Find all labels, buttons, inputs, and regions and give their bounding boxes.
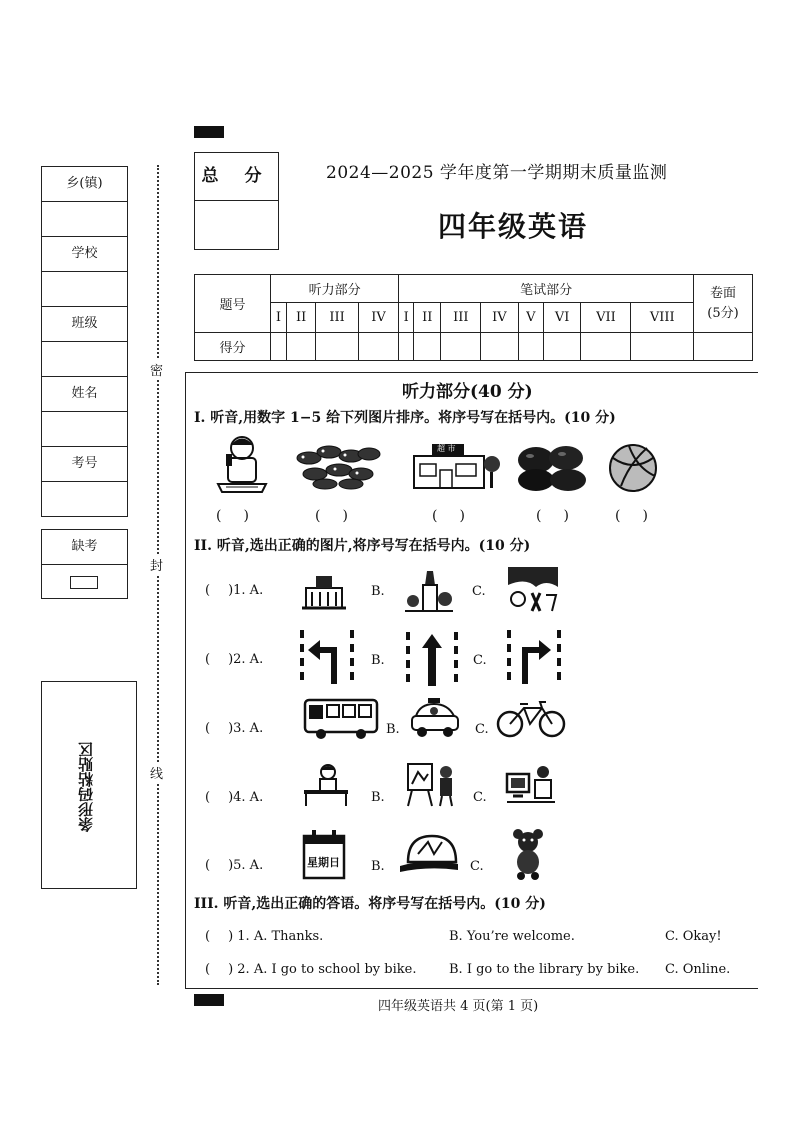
score-cell[interactable] <box>581 333 631 361</box>
field-input-exam-number[interactable] <box>42 482 127 516</box>
seal-dotted-line <box>157 165 159 985</box>
section1-instruction: I. 听音,用数字 1−5 给下列图片排序。将序号写在括号内。(10 分) <box>194 410 616 426</box>
score-table-col-writing-5: V <box>518 303 543 333</box>
score-table-col-listening-3: III <box>316 303 359 333</box>
score-cell[interactable] <box>399 333 414 361</box>
answer-blank-2[interactable]: ( ) <box>315 508 348 524</box>
absent-checkbox[interactable] <box>70 576 98 589</box>
neatness-label: 卷面 <box>709 285 736 301</box>
picture-ball <box>607 442 659 494</box>
picture-bike <box>496 700 566 738</box>
picture-taxi <box>410 696 460 742</box>
answer-blank-3[interactable]: ( ) <box>432 508 465 524</box>
picture-fish-pile <box>295 440 383 492</box>
score-cell[interactable] <box>271 333 287 361</box>
picture-supermarket <box>410 442 502 490</box>
barcode-label: 条形码粘贴区 <box>77 742 95 832</box>
section2-q1: ( )1. A. <box>205 583 264 598</box>
picture-calendar <box>302 828 346 880</box>
score-table-col-writing-3: III <box>441 303 481 333</box>
supermarket-sign: 超 市 <box>437 444 456 453</box>
section2-q3: ( )3. A. <box>205 721 264 736</box>
field-label-name: 姓名 <box>42 377 127 412</box>
score-table-listening-label: 听力部分 <box>271 275 399 303</box>
student-info-box <box>41 166 128 517</box>
picture-boy-phone <box>214 432 270 496</box>
score-table-question-label: 题号 <box>195 275 271 333</box>
section2-q4-b: B. <box>371 790 385 805</box>
score-cell[interactable] <box>286 333 315 361</box>
score-table-col-writing-2: II <box>414 303 441 333</box>
field-input-town[interactable] <box>42 202 127 237</box>
section2-q5-b: B. <box>371 859 385 874</box>
registration-mark-top <box>194 126 224 138</box>
score-cell[interactable] <box>543 333 581 361</box>
score-table-writing-label: 笔试部分 <box>399 275 694 303</box>
seal-char-feng: 封 <box>150 555 163 574</box>
absent-label: 缺考 <box>42 530 127 565</box>
score-cell[interactable] <box>694 333 753 361</box>
score-table <box>194 274 753 361</box>
field-input-school[interactable] <box>42 272 127 307</box>
seal-char-mi: 密 <box>150 360 163 379</box>
absent-checkbox-cell <box>42 565 127 598</box>
picture-library-building <box>300 572 348 614</box>
answer-blank-4[interactable]: ( ) <box>536 508 569 524</box>
section2-q5: ( )5. A. <box>205 858 264 873</box>
picture-potatoes <box>514 444 590 492</box>
picture-bus <box>303 696 379 740</box>
picture-zoo-gate <box>403 567 455 615</box>
score-table-col-listening-4: IV <box>358 303 398 333</box>
total-score-input[interactable] <box>195 201 278 248</box>
field-input-name[interactable] <box>42 412 127 447</box>
score-table-col-writing-4: IV <box>481 303 519 333</box>
section3-q1: ( ) 1. A. Thanks. <box>205 929 324 944</box>
listening-title: 听力部分(40 分) <box>402 382 533 402</box>
answer-blank-1[interactable]: ( ) <box>216 508 249 524</box>
section3-q1-b: B. You’re welcome. <box>449 929 575 944</box>
score-table-score-label: 得分 <box>195 333 271 361</box>
barcode-area <box>41 681 137 889</box>
score-table-col-writing-7: VII <box>581 303 631 333</box>
section3-q1-c: C. Okay! <box>665 929 722 944</box>
score-cell[interactable] <box>518 333 543 361</box>
score-table-col-listening-1: I <box>271 303 287 333</box>
seal-char-xian: 线 <box>150 763 163 782</box>
section3-q2-b: B. I go to the library by bike. <box>449 962 640 977</box>
section2-q3-b: B. <box>386 722 400 737</box>
score-table-col-listening-2: II <box>286 303 315 333</box>
score-table-col-writing-6: VI <box>543 303 581 333</box>
score-cell[interactable] <box>441 333 481 361</box>
picture-reading-desk <box>302 762 350 808</box>
score-table-col-writing-1: I <box>399 303 414 333</box>
exam-title: 2024—2025 学年度第一学期期末质量监测 <box>326 163 668 183</box>
field-input-class[interactable] <box>42 342 127 377</box>
section3-q2: ( ) 2. A. I go to school by bike. <box>205 962 417 977</box>
absent-box <box>41 529 128 599</box>
picture-park <box>506 565 560 615</box>
picture-cap <box>398 830 462 878</box>
picture-bear <box>512 828 544 880</box>
picture-turn-left <box>298 628 358 688</box>
total-score-box <box>194 152 279 250</box>
neatness-points: (5分) <box>707 305 739 321</box>
score-cell[interactable] <box>481 333 519 361</box>
picture-go-straight <box>404 630 460 688</box>
registration-mark-bottom <box>194 994 224 1006</box>
score-cell[interactable] <box>358 333 398 361</box>
section2-q1-c: C. <box>472 584 486 599</box>
field-label-class: 班级 <box>42 307 127 342</box>
section2-q4-c: C. <box>473 790 487 805</box>
section2-instruction: II. 听音,选出正确的图片,将序号写在括号内。(10 分) <box>194 538 531 554</box>
field-label-school: 学校 <box>42 237 127 272</box>
subject-title: 四年级英语 <box>438 210 589 243</box>
section2-q1-b: B. <box>371 584 385 599</box>
section2-q3-c: C. <box>475 722 489 737</box>
score-cell[interactable] <box>316 333 359 361</box>
total-score-label: 总 分 <box>195 153 278 201</box>
score-table-neatness <box>694 275 753 333</box>
calendar-text: 星期日 <box>307 856 340 869</box>
section2-q2-b: B. <box>371 653 385 668</box>
section2-q5-c: C. <box>470 859 484 874</box>
field-label-exam-number: 考号 <box>42 447 127 482</box>
field-label-town: 乡(镇) <box>42 167 127 202</box>
picture-turn-right <box>505 628 565 688</box>
picture-painting <box>406 760 460 808</box>
section3-instruction: III. 听音,选出正确的答语。将序号写在括号内。(10 分) <box>194 896 546 912</box>
score-cell[interactable] <box>631 333 694 361</box>
answer-blank-5[interactable]: ( ) <box>615 508 648 524</box>
score-table-col-writing-8: VIII <box>631 303 694 333</box>
section3-q2-c: C. Online. <box>665 962 731 977</box>
page-footer: 四年级英语共 4 页(第 1 页) <box>378 999 539 1014</box>
section2-q2: ( )2. A. <box>205 652 264 667</box>
picture-computer <box>505 764 557 806</box>
section2-q2-c: C. <box>473 653 487 668</box>
section2-q4: ( )4. A. <box>205 790 264 805</box>
score-cell[interactable] <box>414 333 441 361</box>
